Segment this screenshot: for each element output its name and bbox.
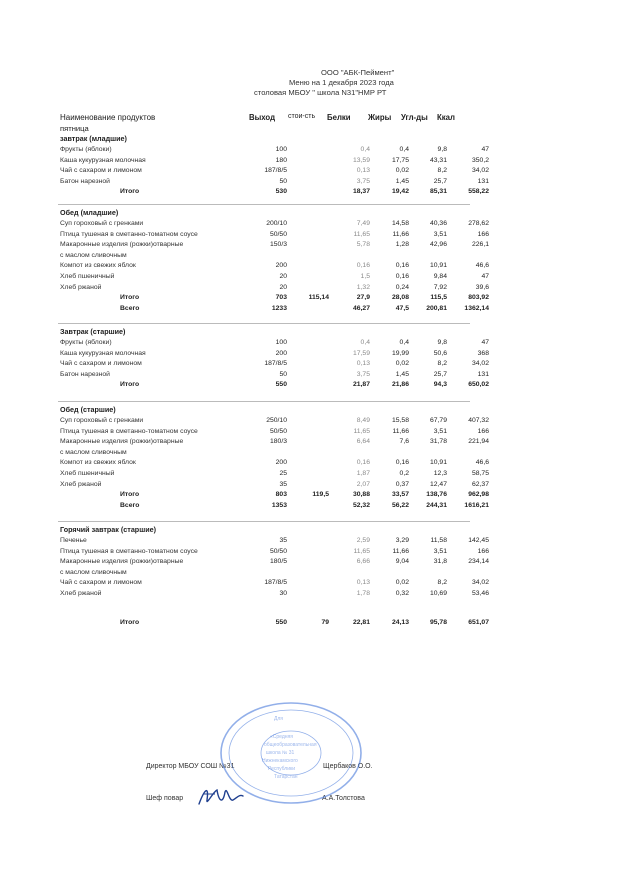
cell-output: 20 xyxy=(279,283,287,291)
cell-name: Чай с сахаром и лимоном xyxy=(60,360,142,368)
cell-protein: 8,49 xyxy=(356,417,370,424)
cell-fat: 0,4 xyxy=(399,146,409,153)
cell-carbs: 12,3 xyxy=(433,470,447,477)
svg-text:общеобразовательная: общеобразовательная xyxy=(264,742,317,748)
cell-kcal: 142,45 xyxy=(468,537,489,544)
cell-fat: 33,57 xyxy=(391,491,409,499)
cell-output: 50/50 xyxy=(269,547,287,555)
cell-name: Макаронные изделия (рожки)отварные xyxy=(60,241,184,249)
cell-output: 250/10 xyxy=(266,417,287,424)
cell-carbs: 8,2 xyxy=(437,360,447,368)
cell-kcal: 1616,21 xyxy=(464,501,489,509)
cell-kcal: 221,94 xyxy=(468,438,489,446)
cost-column-header: стои-сть xyxy=(288,113,316,120)
cell-kcal: 46,6 xyxy=(475,459,489,467)
cell-kcal: 278,62 xyxy=(468,220,489,227)
cell-carbs: 40,36 xyxy=(429,220,447,227)
cell-output: 180 xyxy=(275,156,287,164)
cell-carbs: 200,81 xyxy=(426,304,447,312)
day-of-week: пятница xyxy=(60,124,89,133)
cell-output: 187/8/5 xyxy=(264,360,287,368)
cell-name: Хлеб пшеничный xyxy=(60,470,115,477)
cell-output: 200 xyxy=(275,459,287,467)
section-title: Горячий завтрак (старшие) xyxy=(60,525,157,534)
cell-name: Каша кукурузная молочная xyxy=(60,349,146,357)
total-row xyxy=(0,618,640,628)
cell-name: Всего xyxy=(120,304,140,312)
cell-fat: 0,32 xyxy=(395,590,409,597)
cell-protein: 2,59 xyxy=(356,537,370,544)
cell-fat: 17,75 xyxy=(391,156,409,164)
cell-fat: 0,16 xyxy=(395,262,409,270)
cell-fat: 3,29 xyxy=(395,537,409,544)
cell-name: Итого xyxy=(120,294,140,302)
cell-fat: 28,08 xyxy=(391,294,409,302)
total-row xyxy=(0,501,640,511)
cell-output: 180/5 xyxy=(269,558,287,566)
cell-output: 187/8/5 xyxy=(264,167,287,175)
cell-protein: 52,32 xyxy=(352,501,370,509)
cell-protein: 6,66 xyxy=(356,558,370,566)
cell-fat: 47,5 xyxy=(395,304,409,312)
cell-kcal: 34,02 xyxy=(471,579,489,587)
cell-output: 530 xyxy=(275,188,287,196)
cell-fat: 19,42 xyxy=(391,188,409,196)
cell-output: 200 xyxy=(275,349,287,357)
cell-name: с маслом сливочным xyxy=(60,448,127,456)
cell-carbs: 3,51 xyxy=(433,230,447,238)
cell-protein: 17,59 xyxy=(352,349,370,357)
section-title: Обед (старшие) xyxy=(60,405,116,414)
cell-cost: 79 xyxy=(321,618,329,626)
cell-protein: 11,65 xyxy=(353,427,370,435)
cell-name: Птица тушеная в сметанно-томатном соусе xyxy=(60,547,198,555)
table-row xyxy=(0,145,640,155)
table-row xyxy=(0,578,640,588)
cell-kcal: 131 xyxy=(477,177,489,185)
cell-carbs: 12,47 xyxy=(429,480,447,488)
table-row xyxy=(0,568,640,578)
cell-fat: 56,22 xyxy=(391,501,409,509)
cell-name: Суп гороховый с гренками xyxy=(60,417,144,424)
cell-fat: 0,02 xyxy=(395,167,409,175)
table-row xyxy=(0,156,640,166)
cell-output: 25 xyxy=(279,470,287,477)
total-row xyxy=(0,490,640,500)
cell-fat: 1,45 xyxy=(395,177,409,185)
school-stamp xyxy=(216,698,366,808)
cell-fat: 7,6 xyxy=(399,438,409,446)
cell-cost: 119,5 xyxy=(312,491,329,499)
cell-fat: 0,2 xyxy=(399,470,409,477)
cell-carbs: 8,2 xyxy=(437,579,447,587)
cell-protein: 0,13 xyxy=(356,579,370,587)
cell-name: Компот из свежих яблок xyxy=(60,262,136,270)
cell-fat: 0,4 xyxy=(399,339,409,346)
cell-carbs: 25,7 xyxy=(433,370,447,378)
cell-protein: 2,07 xyxy=(356,480,370,488)
table-row xyxy=(0,547,640,557)
cell-output: 20 xyxy=(279,273,287,280)
cell-output: 50 xyxy=(279,370,287,378)
cell-name: Хлеб ржаной xyxy=(60,590,102,597)
cell-kcal: 53,46 xyxy=(471,590,489,597)
cell-protein: 0,16 xyxy=(356,262,370,270)
table-row xyxy=(0,469,640,479)
cell-carbs: 8,2 xyxy=(437,167,447,175)
cell-carbs: 11,58 xyxy=(430,537,447,544)
director-name: Щербаков О.О. xyxy=(323,763,373,770)
cell-kcal: 166 xyxy=(477,427,489,435)
cell-kcal: 350,2 xyxy=(471,156,489,164)
cell-output: 1353 xyxy=(271,501,287,509)
table-row xyxy=(0,338,640,348)
cell-fat: 0,37 xyxy=(395,480,409,488)
svg-text:Республики: Республики xyxy=(268,766,295,772)
cell-name: Чай с сахаром и лимоном xyxy=(60,579,142,587)
cell-kcal: 407,32 xyxy=(468,417,489,424)
cell-fat: 0,16 xyxy=(395,273,409,280)
cell-carbs: 138,76 xyxy=(426,491,447,499)
cell-output: 50/50 xyxy=(269,230,287,238)
carbs-column-header: Угл-ды xyxy=(401,113,428,122)
cell-fat: 11,66 xyxy=(392,547,409,555)
cell-fat: 24,13 xyxy=(391,618,409,626)
cell-protein: 5,78 xyxy=(356,241,370,249)
cell-output: 35 xyxy=(279,537,287,544)
cell-kcal: 962,98 xyxy=(468,491,489,499)
cell-name: Птица тушеная в сметанно-томатном соусе xyxy=(60,230,198,238)
table-row xyxy=(0,370,640,380)
cell-output: 35 xyxy=(279,480,287,488)
cell-protein: 1,87 xyxy=(356,470,370,477)
cell-name: с маслом сливочным xyxy=(60,251,127,259)
cell-carbs: 25,7 xyxy=(433,177,447,185)
cell-carbs: 10,91 xyxy=(429,459,447,467)
section-title: Завтрак (старшие) xyxy=(60,327,126,336)
cell-fat: 0,24 xyxy=(395,283,409,291)
total-row xyxy=(0,187,640,197)
cell-name: Суп гороховый с гренками xyxy=(60,220,144,227)
chef-name: А.А.Толстова xyxy=(322,795,365,802)
cell-carbs: 3,51 xyxy=(433,547,447,555)
cell-kcal: 234,14 xyxy=(468,558,489,566)
table-row xyxy=(0,437,640,447)
section-divider xyxy=(58,401,470,402)
cell-kcal: 651,07 xyxy=(468,618,489,626)
cell-kcal: 47 xyxy=(481,146,489,153)
cell-name: Батон нарезной xyxy=(60,177,110,185)
cell-protein: 27,9 xyxy=(356,294,370,302)
cell-fat: 11,66 xyxy=(392,427,409,435)
cell-carbs: 9,8 xyxy=(437,339,447,346)
cell-output: 187/8/5 xyxy=(264,579,287,587)
table-row xyxy=(0,240,640,250)
cell-output: 200/10 xyxy=(266,220,287,227)
section-divider xyxy=(58,521,470,522)
svg-text:Для: Для xyxy=(274,716,284,722)
director-label: Директор МБОУ СОШ №31 xyxy=(146,763,235,770)
cell-fat: 21,86 xyxy=(391,381,409,389)
products-column-header: Наименование продуктов xyxy=(60,113,156,122)
cell-protein: 1,32 xyxy=(356,283,370,291)
cell-name: Птица тушеная в сметанно-томатном соусе xyxy=(60,427,198,435)
section-divider xyxy=(58,204,470,205)
cell-output: 150/3 xyxy=(269,241,287,249)
cell-name: Хлеб ржаной xyxy=(60,283,102,291)
cell-output: 703 xyxy=(275,294,287,302)
table-row xyxy=(0,177,640,187)
cell-protein: 1,78 xyxy=(356,590,370,597)
cell-carbs: 244,31 xyxy=(426,501,447,509)
cell-name: Макаронные изделия (рожки)отварные xyxy=(60,438,184,446)
cell-kcal: 1362,14 xyxy=(464,304,489,312)
company-name: ООО "АБК-Пеймент" xyxy=(321,68,395,77)
cell-protein: 7,49 xyxy=(356,220,370,227)
cell-kcal: 131 xyxy=(477,370,489,378)
table-row xyxy=(0,416,640,426)
cell-cost: 115,14 xyxy=(308,294,329,302)
table-row xyxy=(0,166,640,176)
cell-protein: 30,88 xyxy=(352,491,370,499)
table-row xyxy=(0,480,640,490)
cell-fat: 11,66 xyxy=(392,230,409,238)
cell-output: 50/50 xyxy=(269,427,287,435)
cell-protein: 22,81 xyxy=(352,618,370,626)
cell-carbs: 50,6 xyxy=(433,349,447,357)
table-row xyxy=(0,251,640,261)
cell-kcal: 166 xyxy=(477,547,489,555)
cell-name: Хлеб ржаной xyxy=(60,480,102,488)
cell-carbs: 85,31 xyxy=(429,188,447,196)
table-row xyxy=(0,283,640,293)
cell-kcal: 558,22 xyxy=(468,188,489,196)
cell-kcal: 650,02 xyxy=(468,381,489,389)
cell-protein: 11,65 xyxy=(353,547,370,555)
table-row xyxy=(0,589,640,599)
table-row xyxy=(0,219,640,229)
cell-name: Всего xyxy=(120,501,140,509)
protein-column-header: Белки xyxy=(327,113,351,122)
cell-output: 803 xyxy=(275,491,287,499)
output-column-header: Выход xyxy=(249,113,276,122)
cell-output: 100 xyxy=(275,339,287,346)
cell-protein: 1,5 xyxy=(360,273,370,280)
svg-text:«Средняя: «Средняя xyxy=(270,734,293,740)
cell-kcal: 62,37 xyxy=(471,480,489,488)
cell-carbs: 43,31 xyxy=(429,156,447,164)
section-divider xyxy=(58,323,470,324)
cell-fat: 9,04 xyxy=(395,558,409,566)
cell-carbs: 42,96 xyxy=(429,241,447,249)
cell-name: Макаронные изделия (рожки)отварные xyxy=(60,558,184,566)
cell-kcal: 34,02 xyxy=(471,360,489,368)
cell-kcal: 226,1 xyxy=(471,241,489,249)
cell-name: Батон нарезной xyxy=(60,370,110,378)
cell-output: 100 xyxy=(275,146,287,153)
cell-name: Фрукты (яблоки) xyxy=(60,339,112,346)
cell-fat: 19,99 xyxy=(391,349,409,357)
cell-protein: 0,13 xyxy=(356,360,370,368)
table-row xyxy=(0,448,640,458)
cell-carbs: 9,8 xyxy=(437,146,447,153)
menu-date: Меню на 1 декабря 2023 года xyxy=(289,78,394,87)
cell-protein: 0,4 xyxy=(360,146,370,153)
table-row xyxy=(0,427,640,437)
cell-carbs: 3,51 xyxy=(433,427,447,435)
section-title: завтрак (младшие) xyxy=(60,134,127,143)
kcal-column-header: Ккал xyxy=(437,113,455,122)
cell-kcal: 34,02 xyxy=(471,167,489,175)
cell-output: 200 xyxy=(275,262,287,270)
table-row xyxy=(0,359,640,369)
cell-name: Каша кукурузная молочная xyxy=(60,156,146,164)
cell-protein: 46,27 xyxy=(352,304,370,312)
table-row xyxy=(0,349,640,359)
total-row xyxy=(0,293,640,303)
cell-carbs: 10,91 xyxy=(429,262,447,270)
cell-carbs: 9,84 xyxy=(433,273,447,280)
total-row xyxy=(0,380,640,390)
table-row xyxy=(0,230,640,240)
cell-name: Чай с сахаром и лимоном xyxy=(60,167,142,175)
cell-kcal: 58,75 xyxy=(471,470,489,477)
table-row xyxy=(0,536,640,546)
cell-output: 550 xyxy=(275,381,287,389)
table-row xyxy=(0,261,640,271)
cell-protein: 18,37 xyxy=(352,188,370,196)
cell-kcal: 47 xyxy=(481,273,489,280)
section-title: Обед (младшие) xyxy=(60,208,119,217)
cell-fat: 0,16 xyxy=(395,459,409,467)
cell-carbs: 31,8 xyxy=(433,558,447,566)
cell-carbs: 67,79 xyxy=(429,417,447,424)
cell-protein: 6,64 xyxy=(356,438,370,446)
cell-name: с маслом сливочным xyxy=(60,568,127,576)
cell-protein: 21,87 xyxy=(352,381,370,389)
canteen-name: столовая МБОУ " школа N31"НМР РТ xyxy=(254,88,387,97)
cell-name: Хлеб пшеничный xyxy=(60,273,115,280)
cell-output: 30 xyxy=(279,590,287,597)
cell-kcal: 47 xyxy=(481,339,489,346)
cell-carbs: 31,78 xyxy=(429,438,447,446)
cell-fat: 0,02 xyxy=(395,360,409,368)
cell-protein: 3,75 xyxy=(356,177,370,185)
table-row xyxy=(0,272,640,282)
svg-text:школа № 31: школа № 31 xyxy=(266,750,295,756)
table-row xyxy=(0,458,640,468)
cell-protein: 0,16 xyxy=(356,459,370,467)
total-row xyxy=(0,304,640,314)
cell-name: Итого xyxy=(120,188,140,196)
cell-carbs: 94,3 xyxy=(433,381,447,389)
cell-fat: 1,45 xyxy=(395,370,409,378)
cell-name: Фрукты (яблоки) xyxy=(60,146,112,153)
svg-text:Нижнекамского: Нижнекамского xyxy=(262,758,298,764)
cell-output: 50 xyxy=(279,177,287,185)
cell-fat: 0,02 xyxy=(395,579,409,587)
cell-name: Итого xyxy=(120,618,140,626)
cell-kcal: 39,6 xyxy=(475,283,489,291)
cell-carbs: 7,92 xyxy=(433,283,447,291)
cell-kcal: 803,92 xyxy=(468,294,489,302)
cell-kcal: 368 xyxy=(477,349,489,357)
table-row xyxy=(0,557,640,567)
cell-name: Итого xyxy=(120,491,140,499)
cell-protein: 0,4 xyxy=(360,339,370,346)
svg-text:Татарстан: Татарстан xyxy=(274,774,298,780)
cell-output: 1233 xyxy=(271,304,287,312)
cell-name: Итого xyxy=(120,381,140,389)
cell-name: Компот из свежих яблок xyxy=(60,459,136,467)
cell-protein: 0,13 xyxy=(356,167,370,175)
cell-kcal: 46,6 xyxy=(475,262,489,270)
cell-fat: 15,58 xyxy=(391,417,409,424)
cell-carbs: 115,5 xyxy=(430,294,447,302)
cell-protein: 3,75 xyxy=(356,370,370,378)
cell-output: 180/3 xyxy=(269,438,287,446)
cell-protein: 13,59 xyxy=(352,156,370,164)
cell-kcal: 166 xyxy=(477,230,489,238)
cell-output: 550 xyxy=(275,618,287,626)
cell-fat: 1,28 xyxy=(395,241,409,249)
chef-label: Шеф повар xyxy=(146,795,184,802)
cell-name: Печенье xyxy=(60,537,87,544)
cell-fat: 14,58 xyxy=(391,220,409,227)
cell-carbs: 95,78 xyxy=(429,618,447,626)
cell-protein: 11,65 xyxy=(353,230,370,238)
cell-carbs: 10,69 xyxy=(429,590,447,597)
fat-column-header: Жиры xyxy=(368,113,392,122)
